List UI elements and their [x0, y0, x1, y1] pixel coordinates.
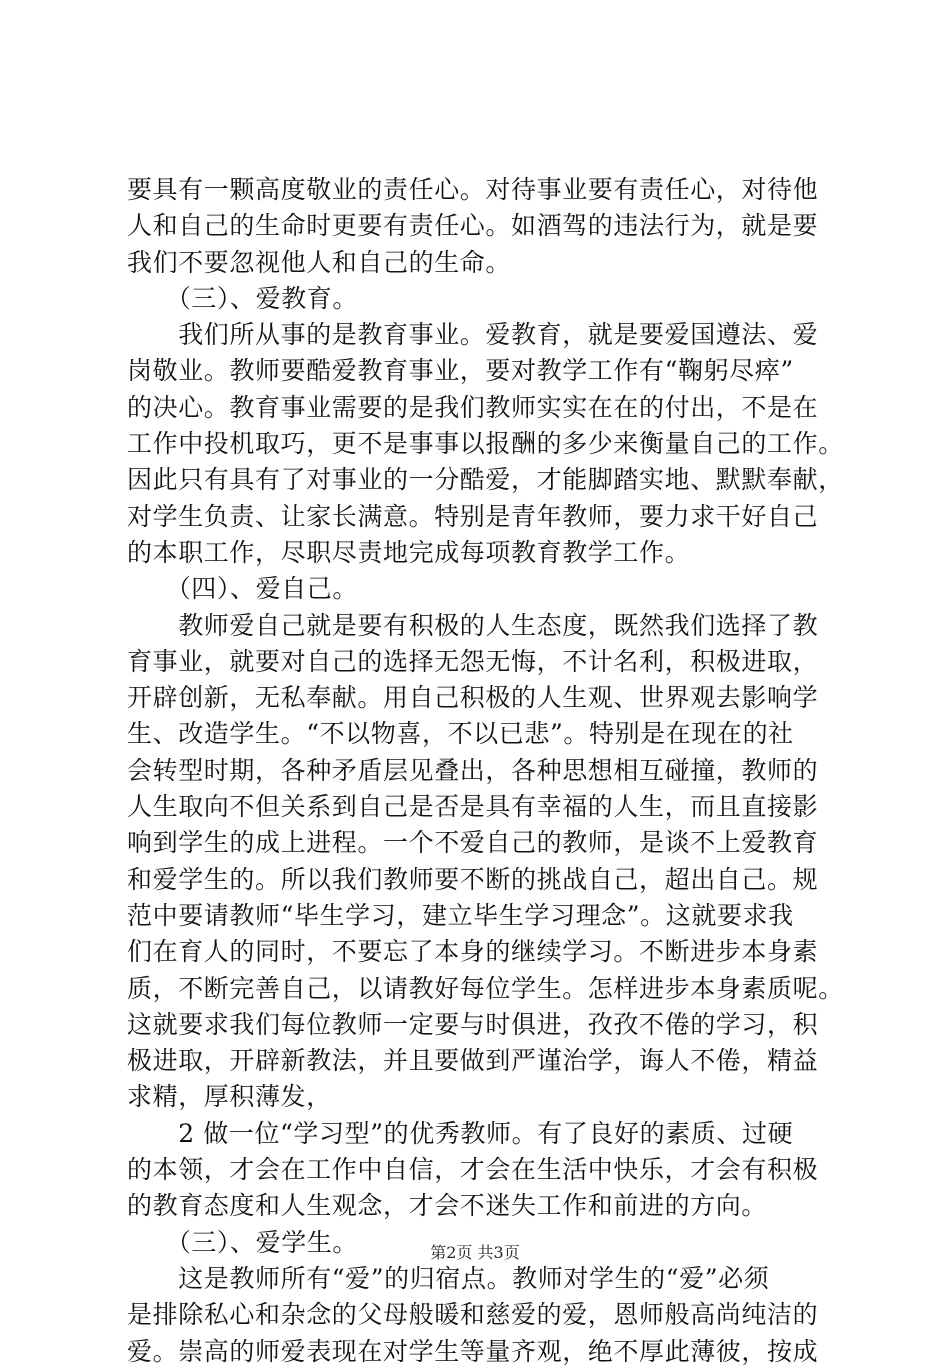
text-line: 这就要求我们每位教师一定要与时俱进，孜孜不倦的学习，积 — [127, 1009, 819, 1039]
text-line: 会转型时期，各种矛盾层见叠出，各种思想相互碰撞，教师的 — [127, 755, 819, 785]
text-line: 求精，厚积薄发， — [127, 1082, 332, 1112]
text-line: 的本职工作，尽职尽责地完成每项教育教学工作。 — [127, 537, 691, 567]
text-line: （三）、爱教育。 — [127, 283, 359, 313]
text-line: 是排除私心和杂念的父母般暖和慈爱的爱，恩师般高尚纯洁的 — [127, 1300, 819, 1330]
text-line: 工作中投机取巧，更不是事事以报酬的多少来衡量自己的工作。 — [127, 429, 844, 459]
text-line: 教师爱自己就是要有积极的人生态度，既然我们选择了教 — [127, 610, 819, 640]
text-line: 要具有一颗高度敬业的责任心。对待事业要有责任心，对待他 — [127, 175, 819, 204]
text-line: （四）、爱自己。 — [127, 574, 359, 604]
text-line: 我们不要忽视他人和自己的生命。 — [127, 247, 512, 277]
document-body — [127, 172, 847, 1370]
text-line: 育事业，就要对自己的选择无怨无悔，不计名利，积极进取， — [127, 646, 819, 676]
text-line: 我们所从事的是教育事业。爱教育，就是要爱国遵法、爱 — [127, 320, 819, 350]
text-line: 生、改造学生。“不以物喜，不以已悲”。特别是在现在的社 — [127, 719, 794, 749]
text-line: 岗敬业。教师要酷爱教育事业，要对教学工作有“鞠躬尽瘁” — [127, 356, 794, 386]
text-line: 的本领，才会在工作中自信，才会在生活中快乐，才会有积极 — [127, 1155, 819, 1185]
text-line: 的决心。教育事业需要的是我们教师实实在在的付出，不是在 — [127, 392, 819, 422]
text-line: 的教育态度和人生观念，才会不迷失工作和前进的方向。 — [127, 1191, 768, 1221]
text-line: 响到学生的成上进程。一个不爱自己的教师，是谈不上爱教育 — [127, 828, 819, 858]
text-line: （三）、爱学生。 — [127, 1227, 359, 1257]
text-line: 因此只有具有了对事业的一分酷爱，才能脚踏实地、默默奉献， — [127, 465, 844, 495]
text-line: 和爱学生的。所以我们教师要不断的挑战自己，超出自己。规 — [127, 864, 819, 894]
text-line: 对学生负责、让家长满意。特别是青年教师，要力求干好自己 — [127, 501, 819, 531]
text-line: 质，不断完善自己，以请教好每位学生。怎样进步本身素质呢。 — [127, 973, 844, 1003]
text-line: 范中要请教师“毕生学习，建立毕生学习理念”。这就要求我 — [127, 900, 794, 930]
text-line: 们在育人的同时，不要忘了本身的继续学习。不断进步本身素 — [127, 937, 819, 967]
text-line: 人生取向不但关系到自己是否是具有幸福的人生，而且直接影 — [127, 792, 819, 822]
text-line: 这是教师所有“爱”的归宿点。教师对学生的“爱”必须 — [127, 1263, 770, 1293]
text-line: 人和自己的生命时更要有责任心。如酒驾的违法行为，就是要 — [127, 211, 819, 241]
text-line: 开辟创新，无私奉献。用自己积极的人生观、世界观去影响学 — [127, 683, 819, 713]
page-footer: 第2页 共3页 — [430, 1243, 520, 1262]
text-line: 极进取，开辟新教法，并且要做到严谨治学，诲人不倦，精益 — [127, 1046, 819, 1076]
text-line: 爱。崇高的师爱表现在对学生等量齐观，绝不厚此薄彼，按成 — [127, 1336, 819, 1366]
text-line: 2 做一位“学习型”的优秀教师。有了良好的素质、过硬 — [127, 1118, 794, 1148]
